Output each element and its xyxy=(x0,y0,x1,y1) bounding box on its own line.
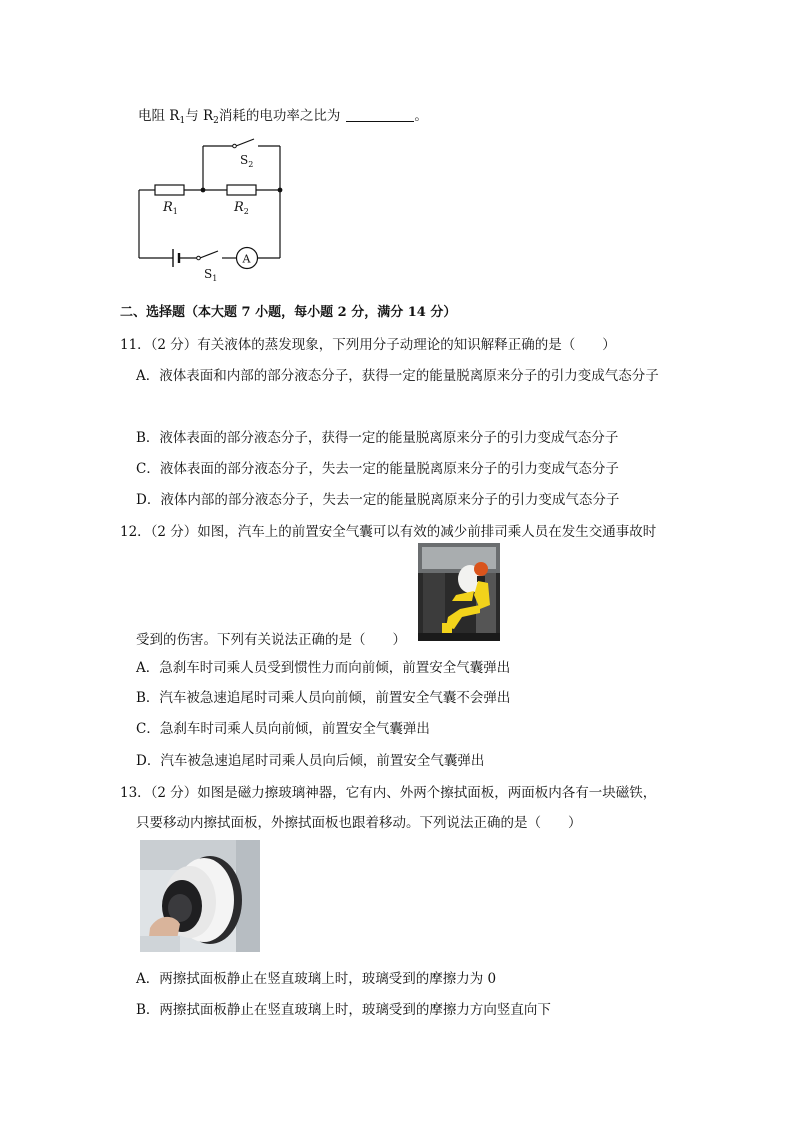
q12-stem-line1: 12．（2 分）如图，汽车上的前置安全气囊可以有效的减少前排司乘人员在发生交通事故时 xyxy=(120,524,657,540)
s2-switch-blade xyxy=(236,139,254,146)
resistor-r1 xyxy=(155,185,184,195)
q12-stem-line2: 受到的伤害。下列有关说法正确的是（ ） xyxy=(136,632,406,648)
label-r2-sub: 2 xyxy=(243,207,249,216)
label-s2-sub: 2 xyxy=(248,160,254,169)
q10-text-c: 消耗的电功率之比为 xyxy=(218,108,341,124)
q10-tail-line xyxy=(138,104,428,126)
s1-switch-blade xyxy=(200,251,218,258)
label-r2: R xyxy=(234,200,244,215)
q12-option-b: B．汽车被急速追尾时司乘人员向前倾，前置安全气囊不会弹出 xyxy=(136,690,511,706)
label-r1: R xyxy=(163,200,173,215)
svg-text:S1 xyxy=(204,267,217,283)
q10-text-b: 与 R xyxy=(185,108,214,124)
q13-stem-line1: 13．（2 分）如图是磁力擦玻璃神器，它有内、外两个擦拭面板，两面板内各有一块磁铁， xyxy=(120,785,657,801)
q10-sub2: 2 xyxy=(213,116,219,126)
label-s1-sub: 1 xyxy=(212,274,218,283)
q10-end: 。 xyxy=(414,108,428,124)
svg-text:S2 xyxy=(240,153,253,169)
q13-option-b: B．两擦拭面板静止在竖直玻璃上时，玻璃受到的摩擦力方向竖直向下 xyxy=(136,1002,551,1018)
svg-text:R1 xyxy=(162,200,178,216)
junction-dot-right xyxy=(278,188,283,193)
q11-option-b: B．液体表面的部分液态分子，获得一定的能量脱离原来分子的引力变成气态分子 xyxy=(136,430,619,446)
q10-sub1: 1 xyxy=(179,116,186,126)
q11-option-d: D．液体内部的部分液态分子，失去一定的能量脱离原来分子的引力变成气态分子 xyxy=(136,492,620,508)
ammeter-label: A xyxy=(242,252,251,266)
label-s1: S xyxy=(204,267,213,281)
q13-stem-line2: 只要移动内擦拭面板，外擦拭面板也跟着移动。下列说法正确的是（ ） xyxy=(136,815,582,831)
junction-dot-left xyxy=(201,188,206,193)
svg-text:R2 xyxy=(233,200,249,216)
q10-text-a: 电阻 R xyxy=(138,108,180,124)
resistor-r2 xyxy=(227,185,256,195)
label-s2: S xyxy=(240,153,249,167)
q12-option-c: C．急刹车时司乘人员向前倾，前置安全气囊弹出 xyxy=(136,721,430,737)
magnetic-window-cleaner-photo xyxy=(140,840,260,952)
q13-option-a: A．两擦拭面板静止在竖直玻璃上时，玻璃受到的摩擦力为 0 xyxy=(136,971,497,987)
q12-option-a: A．急刹车时司乘人员受到惯性力而向前倾，前置安全气囊弹出 xyxy=(136,660,511,676)
q11-option-a: A．液体表面和内部的部分液态分子，获得一定的能量脱离原来分子的引力变成气态分子 xyxy=(136,368,659,384)
q11-option-c: C．液体表面的部分液态分子，失去一定的能量脱离原来分子的引力变成气态分子 xyxy=(136,461,619,477)
circuit-diagram xyxy=(130,135,300,290)
airbag-crash-test-photo xyxy=(418,543,500,641)
q11-stem: 11．（2 分）有关液体的蒸发现象，下列用分子动理论的知识解释正确的是（ ） xyxy=(120,337,616,353)
section-title: 二、选择题（本大题 7 小题，每小题 2 分，满分 14 分） xyxy=(120,305,457,320)
answer-blank xyxy=(346,109,414,122)
q12-option-d: D．汽车被急速追尾时司乘人员向后倾，前置安全气囊弹出 xyxy=(136,753,485,769)
label-r1-sub: 1 xyxy=(172,207,178,216)
